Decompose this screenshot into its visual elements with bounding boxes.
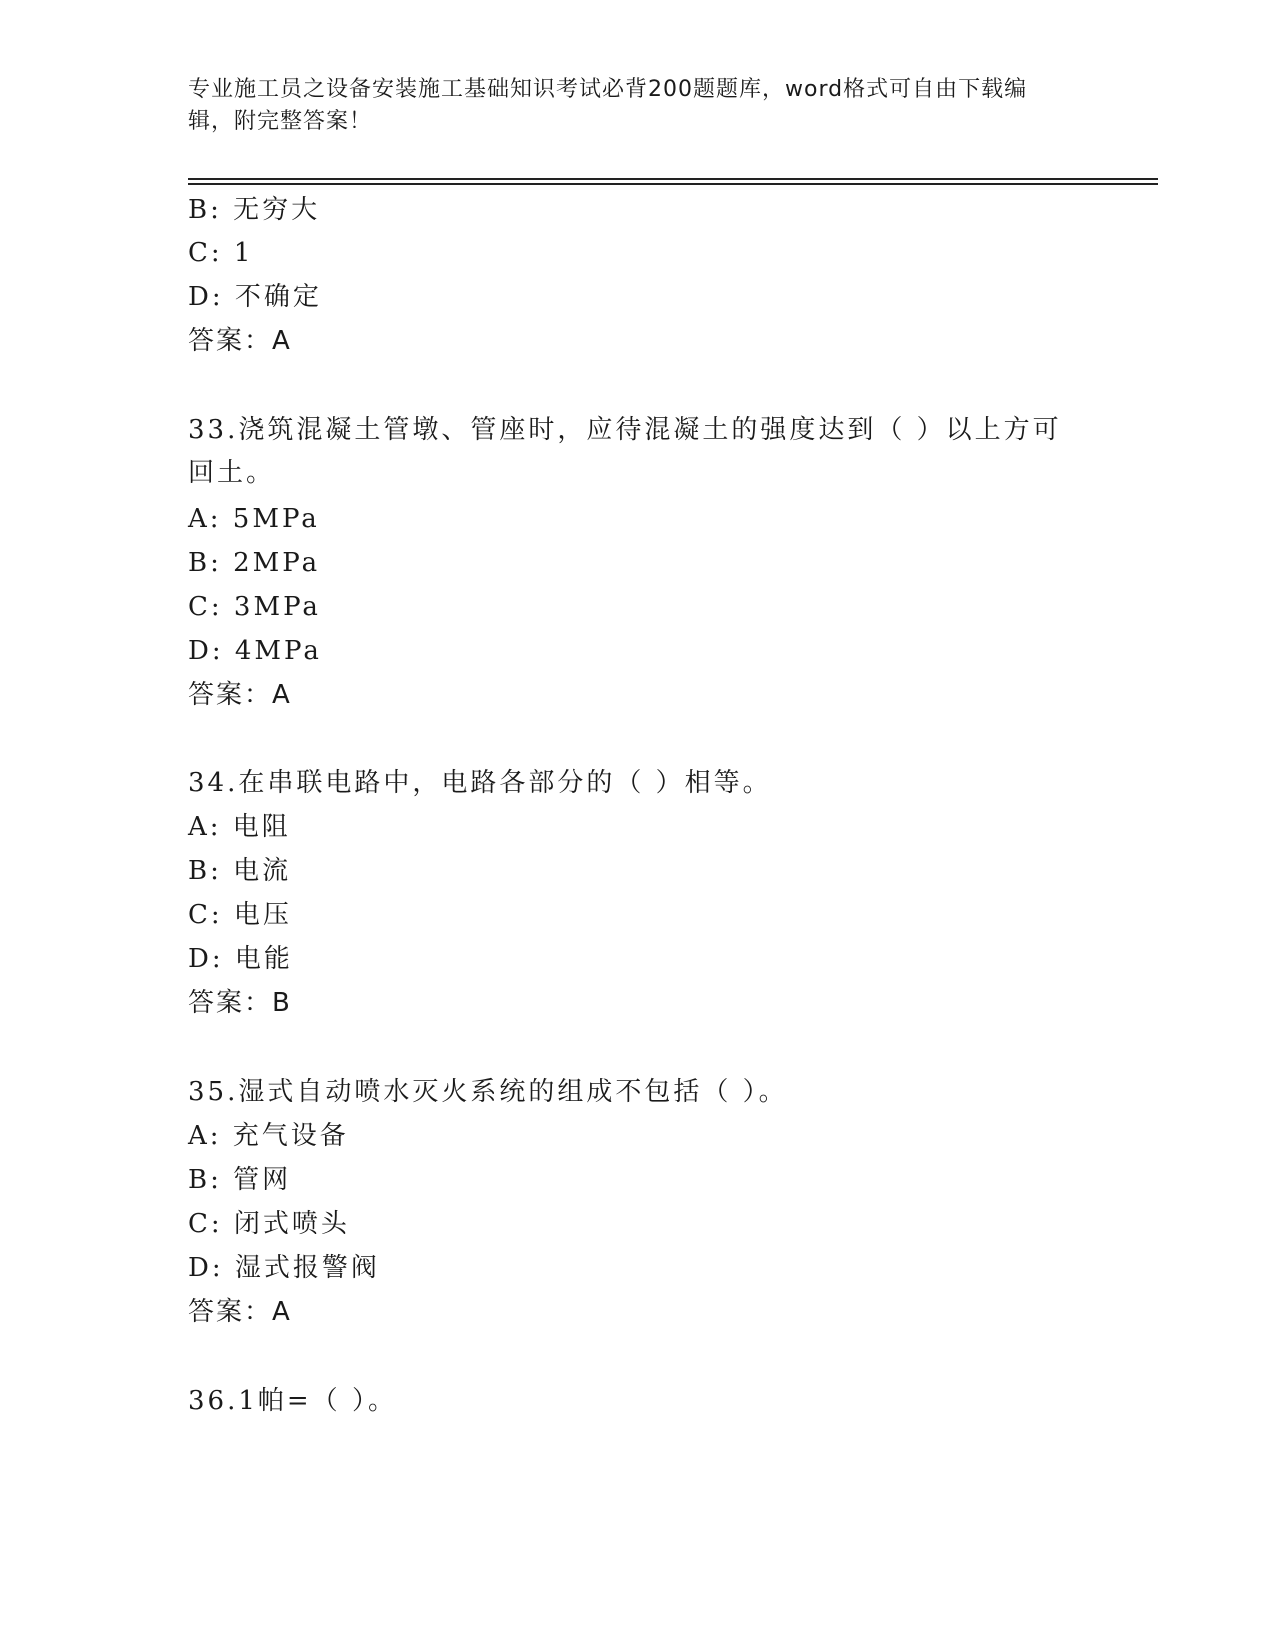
option-c: C: 3MPa xyxy=(188,592,321,622)
question-stem-continued: 回土。 xyxy=(188,458,276,488)
option-b: B: 无穷大 xyxy=(188,195,321,225)
document-header: 专业施工员之设备安装施工基础知识考试必背200题题库，word格式可自由下载编辑，附完整答案！ xyxy=(188,77,1028,134)
option-b: B: 2MPa xyxy=(188,548,321,578)
question-stem: 34.在串联电路中，电路各部分的（ ）相等。 xyxy=(188,768,772,798)
option-b: B: 管网 xyxy=(188,1165,292,1195)
option-c: C: 1 xyxy=(188,238,254,268)
option-d: D: 不确定 xyxy=(188,282,322,312)
option-c: C: 闭式喷头 xyxy=(188,1209,350,1239)
answer: 答案：B xyxy=(188,988,292,1018)
option-d: D: 4MPa xyxy=(188,636,322,666)
answer: 答案：A xyxy=(188,1297,292,1327)
header-divider-bottom xyxy=(188,183,1158,185)
question-stem: 36.1帕=（ ）。 xyxy=(188,1386,397,1416)
answer: 答案：A xyxy=(188,326,292,356)
option-c: C: 电压 xyxy=(188,900,292,930)
question-stem: 33.浇筑混凝土管墩、管座时，应待混凝土的强度达到（ ）以上方可 xyxy=(188,415,1062,445)
option-a: A: 5MPa xyxy=(188,504,320,534)
option-a: A: 充气设备 xyxy=(188,1121,349,1151)
option-d: D: 湿式报警阀 xyxy=(188,1253,380,1283)
option-b: B: 电流 xyxy=(188,856,292,886)
option-d: D: 电能 xyxy=(188,944,293,974)
option-a: A: 电阻 xyxy=(188,812,291,842)
answer: 答案：A xyxy=(188,680,292,710)
question-stem: 35.湿式自动喷水灭火系统的组成不包括（ ）。 xyxy=(188,1077,788,1107)
header-divider-top xyxy=(188,178,1158,180)
